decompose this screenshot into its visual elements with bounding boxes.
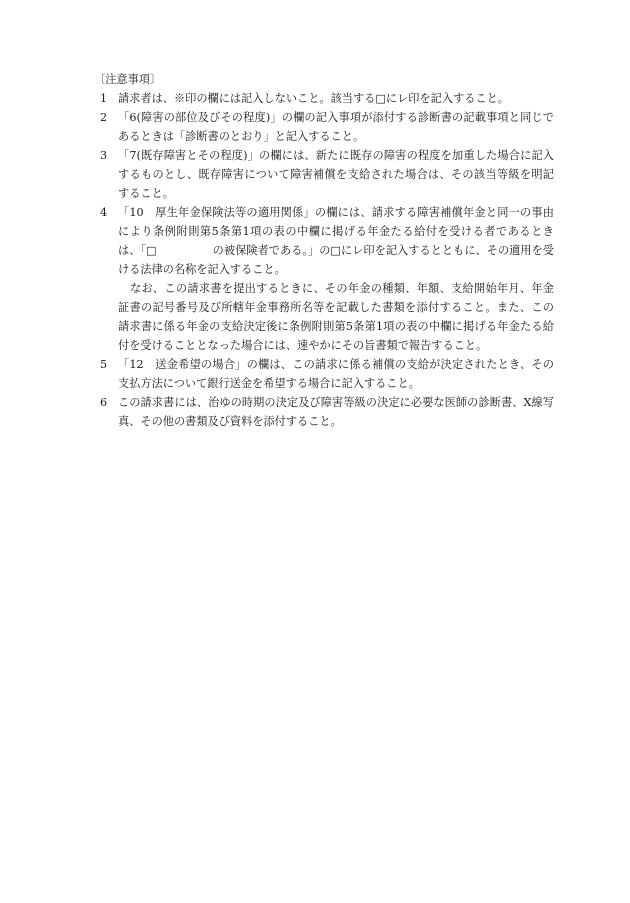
note-text: 請求者は、※印の欄には記入しないこと。該当する□にレ印を記入すること。 [118,92,509,105]
note-text: 「12 送金希望の場合」の欄は、この請求に係る補償の支給が決定されたとき、その支払方法について銀行送金を希望する場合に記入すること。 [118,358,554,390]
note-number: 5 [100,358,108,371]
note-item-4 [94,203,554,279]
note-item-1 [94,89,554,108]
notes-heading: 〔注意事項〕 [94,73,162,86]
note-item-3 [94,146,554,203]
note-number: 4 [100,206,108,219]
note-item-4-supplement: なお、この請求書を提出するときに、その年金の種類、年額、支給開始年月、年金証書の記号番号及び所轄年金事務所名等を記載した書類を添付すること。また、この請求書に係る年金の支給決定後に条例附則第5条第1項の表の中欄に掲げる年金たる給付を受けることとなった場合には、速やかにその旨書類で報告すること。 [118,282,554,352]
note-text: 「10 厚生年金保険法等の適用関係」の欄には、請求する障害補償年金と同一の事由により条例附則第5条第1項の表の中欄に掲げる年金たる給付を受ける者であるときは、「□ の被保険者である。」の□にレ印を記入するとともに、その適用を受ける法律の名称を記入すること。 [118,206,554,276]
note-number: 2 [100,111,108,124]
note-item-5 [94,355,554,393]
note-text: 「7(既存障害とその程度)」の欄には、新たに既存の障害の程度を加重した場合に記入するものとし、既存障害について障害補償を支給された場合は、その該当等級を明記すること。 [118,149,554,200]
notes-document [94,70,554,431]
note-item-6 [94,393,554,431]
note-text: 「6(障害の部位及びその程度)」の欄の記入事項が添付する診断書の記載事項と同じであるときは「診断書のとおり」と記入すること。 [118,111,554,143]
note-number: 6 [100,396,108,409]
note-item-2 [94,108,554,146]
note-text: この請求書には、治ゆの時期の決定及び障害等級の決定に必要な医師の診断書、X線写真、その他の書類及び資料を添付すること。 [118,396,554,428]
note-number: 1 [100,92,108,105]
note-number: 3 [100,149,108,162]
